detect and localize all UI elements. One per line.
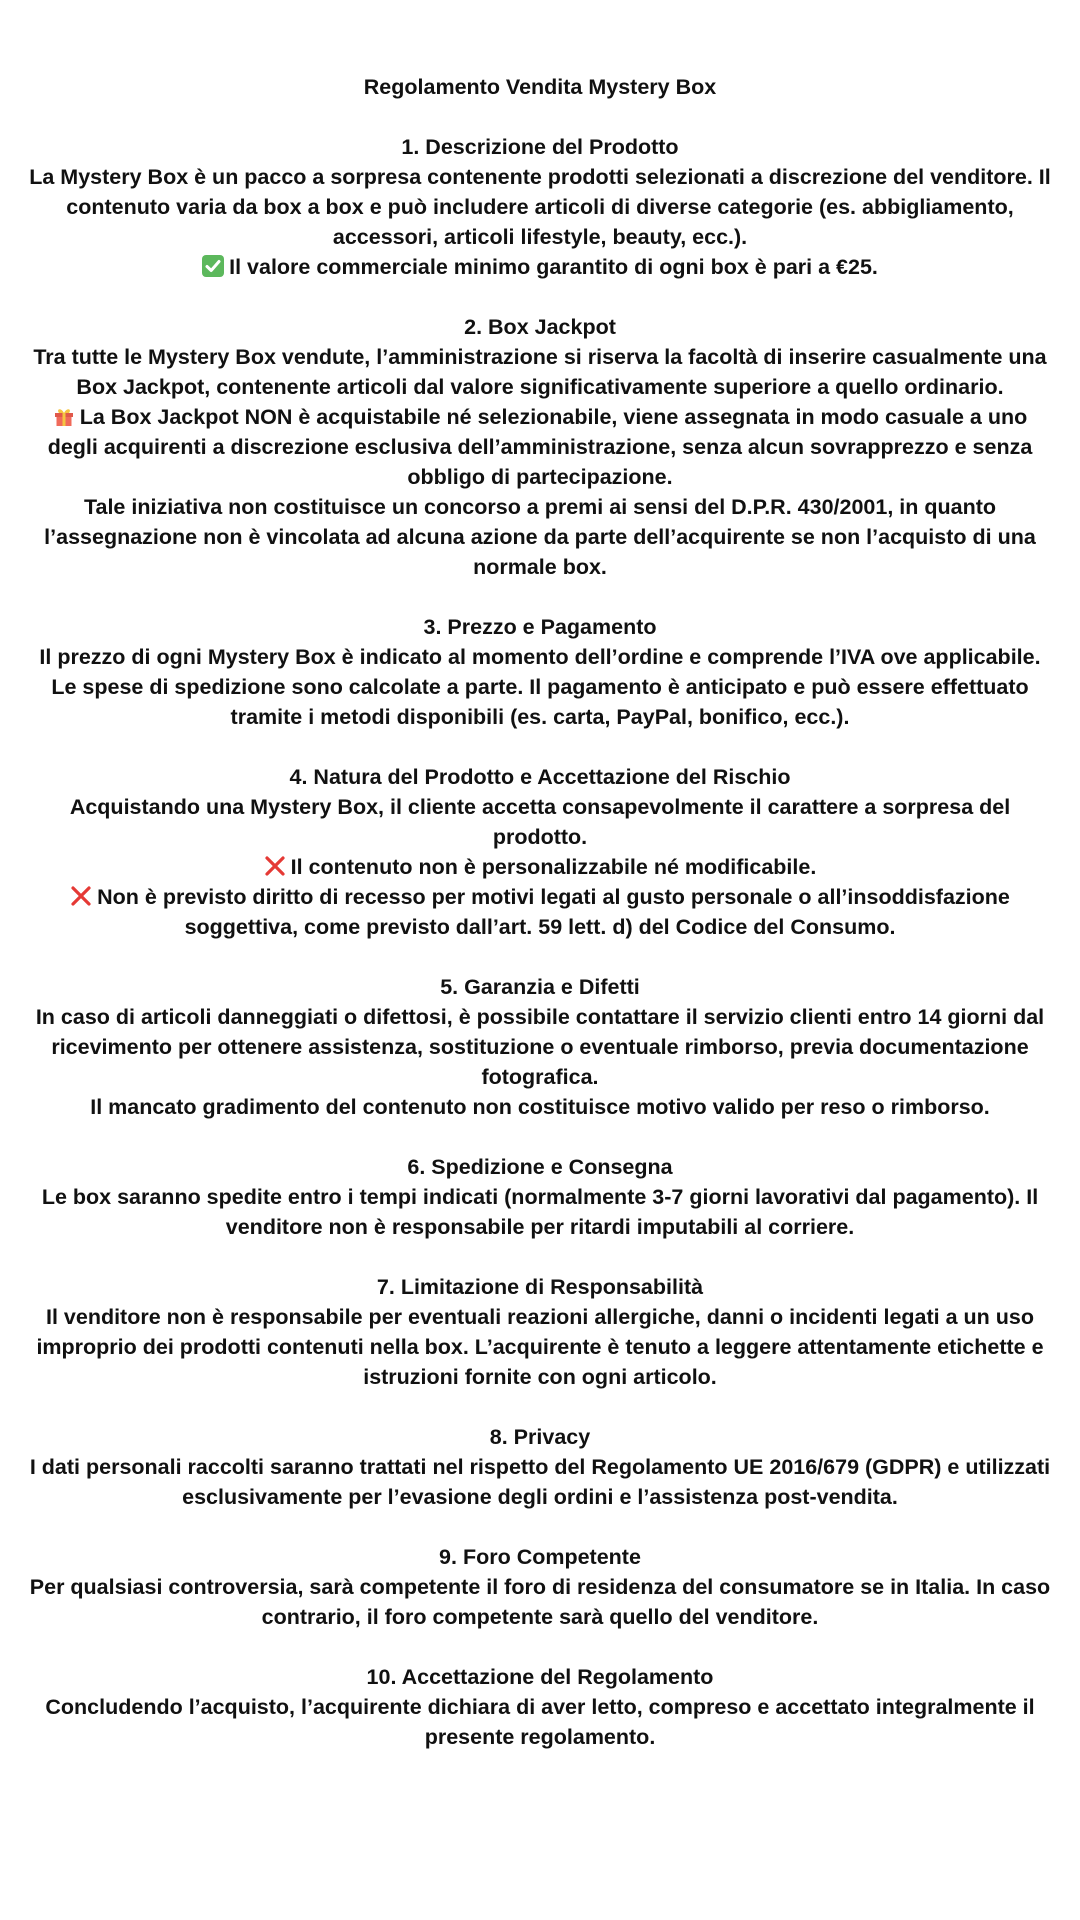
section-title: 9. Foro Competente	[439, 1545, 641, 1569]
section-paragraph	[28, 1302, 1052, 1392]
section-title: 6. Spedizione e Consegna	[407, 1155, 673, 1179]
section-paragraph	[28, 252, 1052, 282]
section-paragraph	[28, 792, 1052, 852]
section-paragraph	[28, 1572, 1052, 1632]
paragraph-text: Acquistando una Mystery Box, il cliente accetta consapevolmente il carattere a sorpresa del prodotto.	[69, 795, 1011, 849]
paragraph-text: In caso di articoli danneggiati o difettosi, è possibile contattare il servizio clienti entro 14 giorni dal ricevimento per ottenere assistenza, sostituzione o eventuale rimborso, previa documentazione fotografica.	[35, 1005, 1045, 1089]
section-8	[28, 1422, 1052, 1512]
section-4	[28, 762, 1052, 942]
section-9	[28, 1542, 1052, 1632]
section-paragraph	[28, 1002, 1052, 1092]
paragraph-text: Il mancato gradimento del contenuto non costituisce motivo valido per reso o rimborso.	[90, 1095, 990, 1119]
section-7	[28, 1272, 1052, 1392]
section-paragraph	[28, 642, 1052, 732]
section-title: 2. Box Jackpot	[464, 315, 616, 339]
section-6	[28, 1152, 1052, 1242]
check-mark-icon	[202, 255, 224, 277]
section-title: 1. Descrizione del Prodotto	[401, 135, 679, 159]
section-title: 10. Accettazione del Regolamento	[366, 1665, 714, 1689]
sections-container	[28, 132, 1052, 1752]
gift-icon	[53, 405, 75, 427]
section-paragraph	[28, 492, 1052, 582]
paragraph-text: La Mystery Box è un pacco a sorpresa contenente prodotti selezionati a discrezione del venditore. Il contenuto varia da box a box e può includere articoli di diverse categorie (es. abbigliamento, accessori, articoli lifestyle, beauty, ecc.).	[29, 165, 1051, 249]
section-1	[28, 132, 1052, 282]
cross-mark-icon	[264, 855, 286, 877]
paragraph-text: Il valore commerciale minimo garantito di ogni box è pari a €25.	[229, 255, 878, 279]
section-paragraph	[28, 1092, 1052, 1122]
section-title: 8. Privacy	[489, 1425, 591, 1449]
paragraph-text: Non è previsto diritto di recesso per motivi legati al gusto personale o all’insoddisfazione soggettiva, come previsto dall’art. 59 lett. d) del Codice del Consumo.	[97, 885, 1010, 939]
paragraph-text: Il venditore non è responsabile per eventuali reazioni allergiche, danni o incidenti legati a un uso improprio dei prodotti contenuti nella box. L’acquirente è tenuto a leggere attentamente etichette e istruzioni fornite con ogni articolo.	[36, 1305, 1044, 1389]
section-paragraph	[28, 1452, 1052, 1512]
cross-mark-icon	[70, 885, 92, 907]
paragraph-text: La Box Jackpot NON è acquistabile né selezionabile, viene assegnata in modo casuale a uno degli acquirenti a discrezione esclusiva dell’amministrazione, senza alcun sovrapprezzo e senza obbligo di partecipazione.	[47, 405, 1033, 489]
section-title: 7. Limitazione di Responsabilità	[376, 1275, 704, 1299]
paragraph-text: Concludendo l’acquisto, l’acquirente dichiara di aver letto, compreso e accettato integralmente il presente regolamento.	[45, 1695, 1035, 1749]
section-title: 5. Garanzia e Difetti	[440, 975, 640, 999]
section-paragraph	[28, 402, 1052, 492]
document-title: Regolamento Vendita Mystery Box	[363, 75, 717, 99]
section-paragraph	[28, 852, 1052, 882]
section-title: 4. Natura del Prodotto e Accettazione del Rischio	[289, 765, 791, 789]
section-paragraph	[28, 1692, 1052, 1752]
section-paragraph	[28, 882, 1052, 942]
paragraph-text: Tale iniziativa non costituisce un concorso a premi ai sensi del D.P.R. 430/2001, in quanto l’assegnazione non è vincolata ad alcuna azione da parte dell’acquirente se non l’acquisto di una normale box.	[44, 495, 1036, 579]
paragraph-text: I dati personali raccolti saranno trattati nel rispetto del Regolamento UE 2016/679 (GDPR) e utilizzati esclusivamente per l’evasione degli ordini e l’assistenza post-vendita.	[29, 1455, 1051, 1509]
paragraph-text: Il contenuto non è personalizzabile né modificabile.	[290, 855, 817, 879]
section-2	[28, 312, 1052, 582]
paragraph-text: Il prezzo di ogni Mystery Box è indicato al momento dell’ordine e comprende l’IVA ove applicabile. Le spese di spedizione sono calcolate a parte. Il pagamento è anticipato e può essere effettuato tramite i metodi disponibili (es. carta, PayPal, bonifico, ecc.).	[39, 645, 1041, 729]
section-5	[28, 972, 1052, 1122]
section-title: 3. Prezzo e Pagamento	[423, 615, 657, 639]
section-10	[28, 1662, 1052, 1752]
paragraph-text: Tra tutte le Mystery Box vendute, l’amministrazione si riserva la facoltà di inserire casualmente una Box Jackpot, contenente articoli dal valore significativamente superiore a quello ordinario.	[33, 345, 1047, 399]
paragraph-text: Per qualsiasi controversia, sarà competente il foro di residenza del consumatore se in Italia. In caso contrario, il foro competente sarà quello del venditore.	[29, 1575, 1051, 1629]
section-3	[28, 612, 1052, 732]
section-paragraph	[28, 342, 1052, 402]
paragraph-text: Le box saranno spedite entro i tempi indicati (normalmente 3-7 giorni lavorativi dal pagamento). Il venditore non è responsabile per ritardi imputabili al corriere.	[41, 1185, 1039, 1239]
section-paragraph	[28, 1182, 1052, 1242]
section-paragraph	[28, 162, 1052, 252]
